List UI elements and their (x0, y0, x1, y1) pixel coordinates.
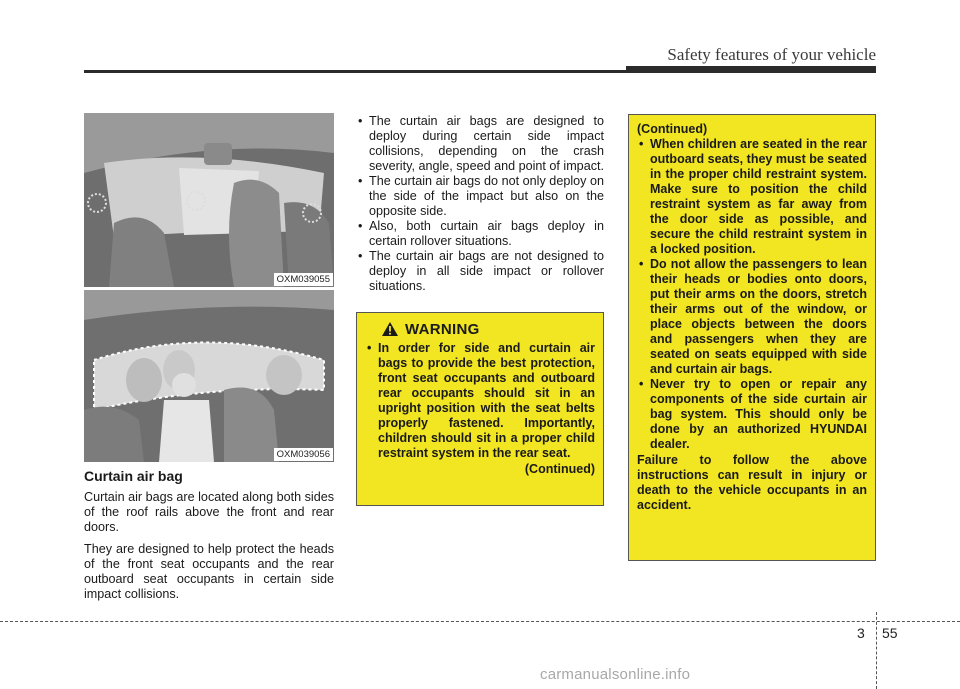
continued-warning-box (628, 114, 876, 561)
continued-label: (Continued) (524, 462, 595, 476)
car-interior-illustration (84, 113, 334, 287)
figure-code: OXM039055 (274, 273, 333, 286)
page-number: 55 (882, 625, 898, 641)
list-item: • The curtain air bags are designed to deploy during certain side impact collisions, depending on the crash severity, angle, speed and point of impact. (356, 114, 604, 174)
warning-list (365, 341, 595, 461)
list-item: • In order for side and curtain air bags to provide the best protection, front seat occupants and outboard rear occupants should sit in an upright position with the seat belts properly fastened. Importantly, children should sit in a proper child restraint system in the rear seat. (365, 341, 595, 461)
bullet-list (356, 114, 604, 294)
chapter-number: 3 (857, 625, 865, 641)
warning-box (356, 312, 604, 506)
warning-title: WARNING (405, 320, 480, 338)
figure-curtain-airbag-deployed (84, 290, 334, 462)
list-item: • When children are seated in the rear outboard seats, they must be seated in the proper child restraint system. Make sure to position the child restraint system as far away from the door side as possible, and secure the child restraint system in a locked position. (637, 137, 867, 257)
paragraph-text: Curtain air bags are located along both sides of the roof rails above the front and rear doors. (84, 490, 334, 534)
watermark: carmanualsonline.info (540, 666, 691, 683)
list-item: • Also, both curtain air bags deploy in certain rollover situations. (356, 219, 604, 249)
footer-divider (876, 612, 877, 689)
warning-final-text: Failure to follow the above instructions can result in injury or death to the vehicle occupants in an accident. (637, 453, 867, 512)
figure-curtain-airbag-location (84, 113, 334, 287)
header-rule-accent (626, 66, 876, 73)
figure-code: OXM039056 (274, 448, 333, 461)
continued-label: (Continued) (637, 122, 708, 136)
page-header-title: Safety features of your vehicle (667, 45, 876, 64)
warning-triangle-icon (381, 321, 399, 337)
list-item: • Do not allow the passengers to lean their heads or bodies onto doors, put their arms on the doors, stretch their arms out of the window, or place objects between the doors and passengers when they are seated on seats equipped with side and curtain air bags. (637, 257, 867, 377)
section-heading: Curtain air bag (84, 468, 183, 484)
warning-list (637, 137, 867, 452)
list-item: • The curtain air bags do not only deploy on the side of the impact but also on the opposite side. (356, 174, 604, 219)
footer-rule (0, 621, 960, 622)
paragraph-text: They are designed to help protect the heads of the front seat occupants and the rear outboard seat occupants in certain side impact collisions. (84, 542, 334, 601)
body-paragraph (84, 542, 334, 602)
list-item: • The curtain air bags are not designed to deploy in all side impact or rollover situations. (356, 249, 604, 294)
deployed-airbag-illustration (84, 290, 334, 462)
list-item: • Never try to open or repair any components of the side curtain air bag system. This should only be done by an authorized HYUNDAI dealer. (637, 377, 867, 452)
warning-header (381, 321, 595, 337)
body-paragraph (84, 490, 334, 535)
